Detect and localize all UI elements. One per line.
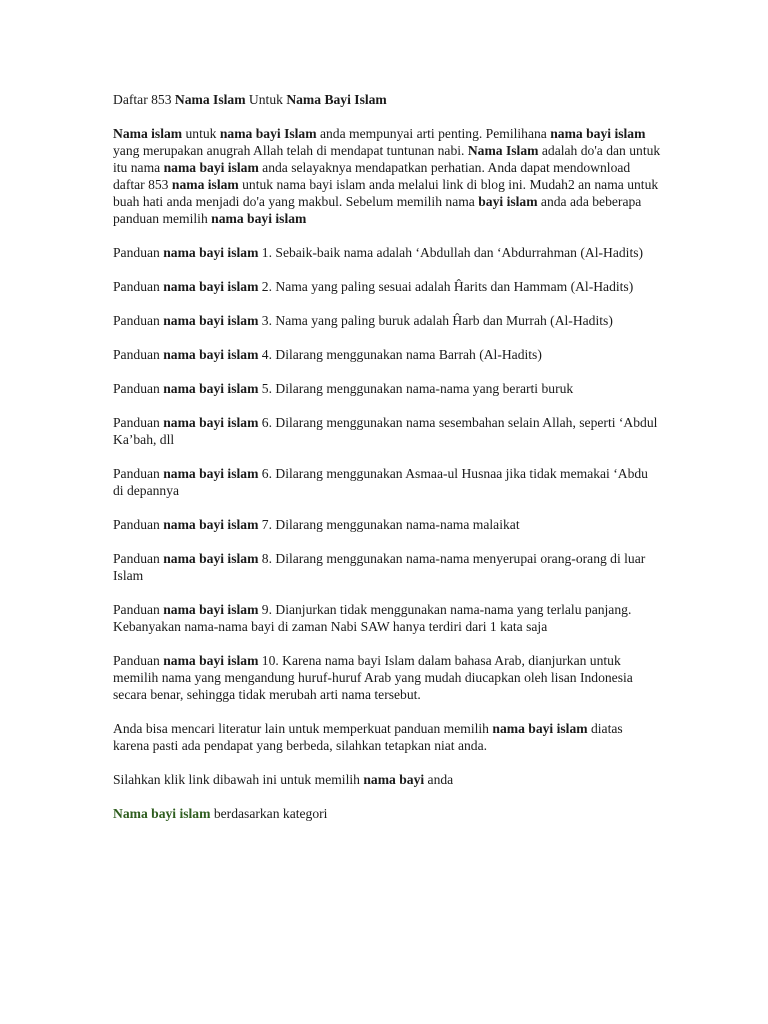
text-run: untuk (182, 126, 220, 141)
paragraph (113, 414, 661, 448)
paragraph (113, 465, 661, 499)
bold-keyword: nama bayi islam (492, 721, 588, 736)
document-title (113, 91, 661, 108)
text-run: 5. Dilarang menggunakan nama-nama yang berarti buruk (258, 381, 574, 396)
bold-keyword: nama bayi islam (163, 279, 259, 294)
text-run: diatas karena pasti ada pendapat yang berbeda, silahkan tetapkan niat anda. (113, 721, 623, 753)
text-run: Panduan (113, 466, 164, 481)
text-run: anda ada beberapa panduan memilih (113, 194, 642, 226)
text-run: Panduan (113, 653, 164, 668)
text-run: Panduan (113, 551, 164, 566)
paragraph (113, 720, 661, 754)
text-run: Panduan (113, 279, 164, 294)
text-run: Untuk (245, 92, 287, 107)
text-run: 9. Dianjurkan tidak menggunakan nama-nama yang terlalu panjang. Kebanyakan nama-nama bayi di zaman Nabi SAW hanya terdiri dari 1 kata saja (113, 602, 632, 634)
bold-keyword: Nama islam (113, 126, 183, 141)
paragraph (113, 346, 661, 363)
bold-keyword: nama islam (171, 177, 239, 192)
paragraph (113, 550, 661, 584)
text-run: 10. Karena nama bayi Islam dalam bahasa Arab, dianjurkan untuk memilih nama yang mengandung huruf-huruf Arab yang mudah diucapkan oleh lisan Indonesia secara benar, sehingga tidak merubah arti nama tersebut. (113, 653, 633, 702)
text-run: untuk nama bayi islam anda melalui link di blog ini. Mudah2 an nama untuk buah hati anda menjadi do'a yang makbul. Sebelum memilih nama (113, 177, 659, 209)
bold-keyword: nama bayi islam (211, 211, 307, 226)
text-run: 3. Nama yang paling buruk adalah Ĥarb dan Murrah (Al-Hadits) (258, 313, 613, 328)
paragraph (113, 652, 661, 703)
intro-paragraph (113, 125, 661, 227)
bold-keyword: nama bayi islam (163, 466, 259, 481)
text-run: 1. Sebaik-baik nama adalah ‘Abdullah dan ‘Abdurrahman (Al-Hadits) (258, 245, 644, 260)
bold-keyword: nama bayi islam (163, 517, 259, 532)
paragraph (113, 601, 661, 635)
text-run: 8. Dilarang menggunakan nama-nama menyerupai orang-orang di luar Islam (113, 551, 646, 583)
paragraph (113, 771, 661, 788)
paragraph (113, 312, 661, 329)
text-run: yang merupakan anugrah Allah telah di mendapat tuntunan nabi. (113, 143, 468, 158)
text-run: adalah do'a dan untuk itu nama (113, 143, 661, 175)
text-run: 2. Nama yang paling sesuai adalah Ĥarits dan Hammam (Al-Hadits) (258, 279, 634, 294)
category-link[interactable]: Nama bayi islam (113, 806, 211, 821)
text-run: Silahkan klik link dibawah ini untuk memilih (113, 772, 364, 787)
bold-keyword: nama bayi islam (163, 415, 259, 430)
bold-keyword: nama bayi islam (163, 602, 259, 617)
bold-keyword: nama bayi islam (163, 551, 259, 566)
paragraph (113, 278, 661, 295)
bold-keyword: nama bayi islam (163, 160, 259, 175)
bold-keyword: nama bayi islam (163, 381, 259, 396)
text-run: 4. Dilarang menggunakan nama Barrah (Al-Hadits) (258, 347, 542, 362)
bold-keyword: nama bayi islam (163, 245, 259, 260)
paragraph-list (113, 125, 661, 788)
paragraph (113, 244, 661, 261)
text-run: anda selayaknya mendapatkan perhatian. Anda dapat mendownload daftar 853 (113, 160, 631, 192)
footer-paragraph (113, 805, 661, 822)
bold-keyword: nama bayi islam (163, 347, 259, 362)
bold-keyword: Nama Islam (467, 143, 539, 158)
text-run: 7. Dilarang menggunakan nama-nama malaikat (258, 517, 520, 532)
footer-text: berdasarkan kategori (210, 806, 328, 821)
bold-keyword: nama bayi (363, 772, 425, 787)
text-run: 6. Dilarang menggunakan Asmaa-ul Husnaa jika tidak memakai ‘Abdu di depannya (113, 466, 648, 498)
bold-keyword: Nama Bayi Islam (286, 92, 387, 107)
text-run: Panduan (113, 517, 164, 532)
bold-keyword: nama bayi islam (163, 653, 259, 668)
text-run: Anda bisa mencari literatur lain untuk memperkuat panduan memilih (113, 721, 493, 736)
bold-keyword: nama bayi islam (550, 126, 646, 141)
text-run: Panduan (113, 381, 164, 396)
text-run: 6. Dilarang menggunakan nama sesembahan selain Allah, seperti ‘Abdul Ka’bah, dll (113, 415, 658, 447)
text-run: Panduan (113, 245, 164, 260)
paragraph (113, 516, 661, 533)
bold-keyword: nama bayi islam (163, 313, 259, 328)
text-run: Panduan (113, 415, 164, 430)
document-body (113, 91, 661, 839)
paragraph (113, 380, 661, 397)
text-run: Panduan (113, 313, 164, 328)
bold-keyword: Nama Islam (174, 92, 246, 107)
bold-keyword: nama bayi Islam (219, 126, 317, 141)
text-run: Panduan (113, 602, 164, 617)
text-run: Daftar 853 (113, 92, 175, 107)
text-run: Panduan (113, 347, 164, 362)
text-run: anda mempunyai arti penting. Pemilihana (316, 126, 551, 141)
text-run: anda (424, 772, 454, 787)
bold-keyword: bayi islam (478, 194, 538, 209)
